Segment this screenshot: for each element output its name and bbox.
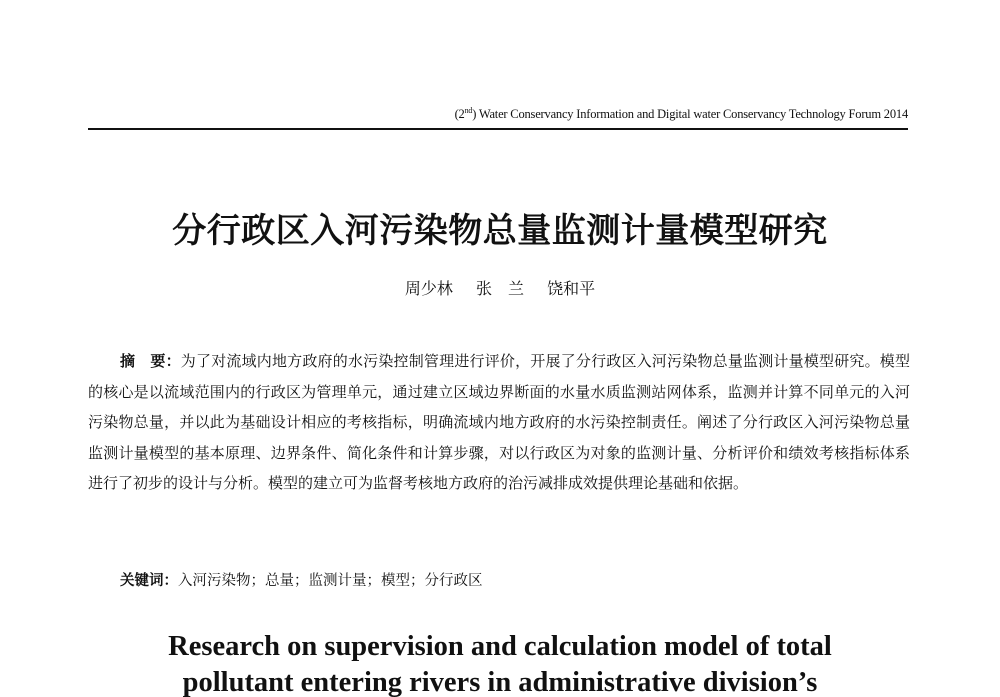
abstract	[88, 346, 910, 499]
paper-title-zh: 分行政区入河污染物总量监测计量模型研究	[172, 211, 828, 251]
paper-title-en	[0, 629, 1000, 697]
title-en-line-1: Research on supervision and calculation model of total	[168, 631, 832, 662]
abstract-label: 摘 要：	[120, 352, 181, 370]
author-1: 周少林	[404, 279, 453, 298]
author-2: 张 兰	[475, 279, 524, 298]
header-rule	[88, 128, 908, 130]
header-prefix: (2	[454, 107, 465, 121]
header-text: ) Water Conservancy Information and Digital water Conservancy Technology Forum 2014	[472, 107, 908, 121]
running-header	[88, 106, 908, 122]
header-superscript: nd	[464, 106, 473, 115]
title-en-line-2: pollutant entering rivers in administrative division’s	[182, 667, 818, 697]
keywords-text: 入河污染物；总量；监测计量；模型；分行政区	[178, 573, 483, 589]
abstract-text: 为了对流域内地方政府的水污染控制管理进行评价，开展了分行政区入河污染物总量监测计量模型研究。模型的核心是以流域范围内的行政区为管理单元，通过建立区域边界断面的水量水质监测站网体系，监测并计算不同单元的入河污染物总量，并以此为基础设计相应的考核指标，明确流域内地方政府的水污染控制责任。阐述了分行政区入河污染物总量监测计量模型的基本原理、边界条件、简化条件和计算步骤，对以行政区为对象的监测计量、分析评价和绩效考核指标体系进行了初步的设计与分析。模型的建立可为监督考核地方政府的治污减排成效提供理论基础和依据。	[88, 352, 910, 493]
keywords	[120, 569, 483, 590]
keywords-label: 关键词：	[120, 573, 178, 589]
author-list	[0, 276, 1000, 299]
author-3: 饶和平	[547, 279, 596, 298]
